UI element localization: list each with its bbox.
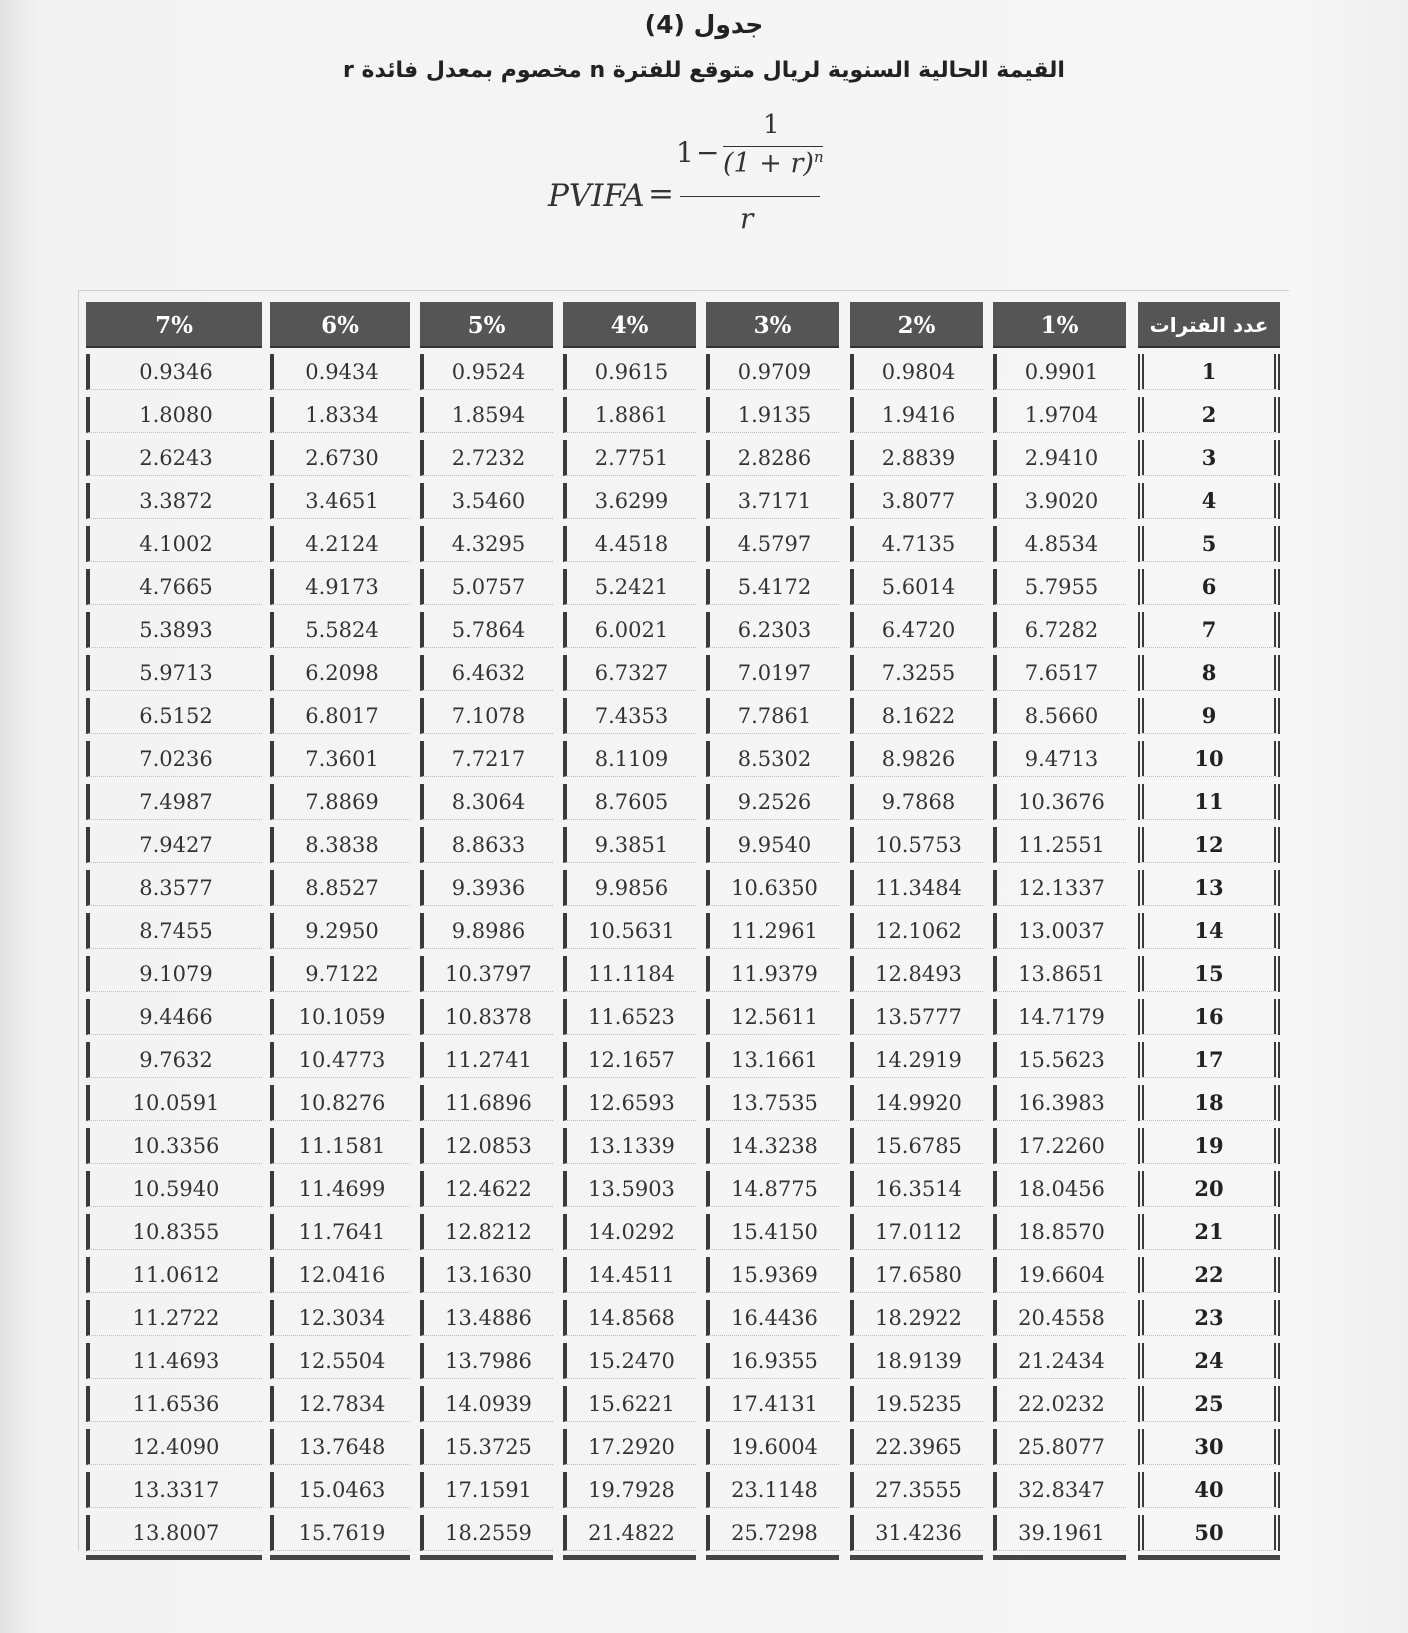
value-cell: 10.3797 (420, 956, 553, 992)
value-cell: 13.5903 (563, 1171, 696, 1207)
value-cell: 1.9416 (850, 397, 983, 433)
value-cell: 2.8286 (706, 440, 839, 476)
value-cell: 8.3577 (86, 870, 262, 906)
value-cell: 31.4236 (850, 1515, 983, 1551)
value-cell: 5.0757 (420, 569, 553, 605)
value-cell: 4.9173 (270, 569, 410, 605)
value-cell: 11.3484 (850, 870, 983, 906)
formula-main-fraction-bar (680, 196, 820, 197)
formula-denominator-r: r (740, 202, 754, 235)
value-cell: 17.2260 (993, 1128, 1126, 1164)
value-cell: 18.0456 (993, 1171, 1126, 1207)
value-cell: 17.0112 (850, 1214, 983, 1250)
value-cell: 10.5631 (563, 913, 696, 949)
value-cell: 12.5504 (270, 1343, 410, 1379)
value-cell: 8.8633 (420, 827, 553, 863)
period-cell: 7 (1138, 612, 1280, 648)
value-cell: 4.5797 (706, 526, 839, 562)
value-cell: 6.7327 (563, 655, 696, 691)
value-cell: 8.3838 (270, 827, 410, 863)
value-cell: 12.4622 (420, 1171, 553, 1207)
value-cell: 13.7986 (420, 1343, 553, 1379)
value-cell: 7.7861 (706, 698, 839, 734)
value-cell: 23.1148 (706, 1472, 839, 1508)
bottom-rule-segment (86, 1555, 262, 1560)
value-cell: 9.3851 (563, 827, 696, 863)
table-row (0, 1429, 1408, 1472)
value-cell: 9.4466 (86, 999, 262, 1035)
value-cell: 2.7751 (563, 440, 696, 476)
value-cell: 12.5611 (706, 999, 839, 1035)
period-cell: 4 (1138, 483, 1280, 519)
period-cell: 23 (1138, 1300, 1280, 1336)
value-cell: 2.6243 (86, 440, 262, 476)
value-cell: 5.7955 (993, 569, 1126, 605)
value-cell: 18.2922 (850, 1300, 983, 1336)
value-cell: 8.5660 (993, 698, 1126, 734)
value-cell: 6.0021 (563, 612, 696, 648)
value-cell: 11.4693 (86, 1343, 262, 1379)
value-cell: 7.3255 (850, 655, 983, 691)
value-cell: 0.9524 (420, 354, 553, 390)
value-cell: 14.9920 (850, 1085, 983, 1121)
value-cell: 10.5940 (86, 1171, 262, 1207)
table-row (0, 1171, 1408, 1214)
value-cell: 4.4518 (563, 526, 696, 562)
value-cell: 10.8355 (86, 1214, 262, 1250)
table-row (0, 526, 1408, 569)
period-cell: 9 (1138, 698, 1280, 734)
value-cell: 5.4172 (706, 569, 839, 605)
value-cell: 1.8334 (270, 397, 410, 433)
period-cell: 6 (1138, 569, 1280, 605)
value-cell: 19.7928 (563, 1472, 696, 1508)
value-cell: 0.9709 (706, 354, 839, 390)
value-cell: 22.0232 (993, 1386, 1126, 1422)
value-cell: 14.4511 (563, 1257, 696, 1293)
value-cell: 11.4699 (270, 1171, 410, 1207)
value-cell: 18.9139 (850, 1343, 983, 1379)
value-cell: 9.7868 (850, 784, 983, 820)
value-cell: 25.7298 (706, 1515, 839, 1551)
value-cell: 10.3356 (86, 1128, 262, 1164)
formula-inner-denominator: $(1 + r)^n$ (723, 148, 824, 179)
value-cell: 6.8017 (270, 698, 410, 734)
value-cell: 12.3034 (270, 1300, 410, 1336)
value-cell: 32.8347 (993, 1472, 1126, 1508)
value-cell: 10.0591 (86, 1085, 262, 1121)
header-rate-7: 7% (86, 302, 262, 348)
value-cell: 6.7282 (993, 612, 1126, 648)
value-cell: 25.8077 (993, 1429, 1126, 1465)
value-cell: 13.8651 (993, 956, 1126, 992)
value-cell: 5.2421 (563, 569, 696, 605)
period-cell: 3 (1138, 440, 1280, 476)
period-cell: 50 (1138, 1515, 1280, 1551)
value-cell: 9.4713 (993, 741, 1126, 777)
value-cell: 3.6299 (563, 483, 696, 519)
table-row (0, 397, 1408, 440)
table-row (0, 1042, 1408, 1085)
value-cell: 20.4558 (993, 1300, 1126, 1336)
value-cell: 21.2434 (993, 1343, 1126, 1379)
value-cell: 1.9135 (706, 397, 839, 433)
value-cell: 8.1622 (850, 698, 983, 734)
value-cell: 2.7232 (420, 440, 553, 476)
value-cell: 8.9826 (850, 741, 983, 777)
value-cell: 13.7535 (706, 1085, 839, 1121)
pvifa-formula (540, 110, 840, 240)
value-cell: 17.6580 (850, 1257, 983, 1293)
value-cell: 3.5460 (420, 483, 553, 519)
period-cell: 8 (1138, 655, 1280, 691)
value-cell: 8.7605 (563, 784, 696, 820)
value-cell: 7.3601 (270, 741, 410, 777)
value-cell: 5.9713 (86, 655, 262, 691)
value-cell: 16.9355 (706, 1343, 839, 1379)
value-cell: 5.5824 (270, 612, 410, 648)
value-cell: 14.2919 (850, 1042, 983, 1078)
formula-one: 1 (676, 136, 694, 169)
value-cell: 9.2526 (706, 784, 839, 820)
value-cell: 8.8527 (270, 870, 410, 906)
bottom-rule-segment (563, 1555, 696, 1560)
header-rate-5: 5% (420, 302, 553, 348)
value-cell: 2.8839 (850, 440, 983, 476)
bottom-rule-segment (706, 1555, 839, 1560)
table-row (0, 698, 1408, 741)
value-cell: 12.1062 (850, 913, 983, 949)
header-rate-2: 2% (850, 302, 983, 348)
table-row (0, 1128, 1408, 1171)
value-cell: 15.9369 (706, 1257, 839, 1293)
value-cell: 6.5152 (86, 698, 262, 734)
table-row (0, 1257, 1408, 1300)
bottom-rule-segment (1138, 1555, 1280, 1560)
value-cell: 4.7665 (86, 569, 262, 605)
value-cell: 15.0463 (270, 1472, 410, 1508)
period-cell: 1 (1138, 354, 1280, 390)
value-cell: 9.3936 (420, 870, 553, 906)
value-cell: 3.9020 (993, 483, 1126, 519)
value-cell: 14.7179 (993, 999, 1126, 1035)
period-cell: 13 (1138, 870, 1280, 906)
value-cell: 16.3983 (993, 1085, 1126, 1121)
value-cell: 4.2124 (270, 526, 410, 562)
value-cell: 15.7619 (270, 1515, 410, 1551)
value-cell: 11.6536 (86, 1386, 262, 1422)
value-cell: 1.8861 (563, 397, 696, 433)
value-cell: 13.8007 (86, 1515, 262, 1551)
period-cell: 30 (1138, 1429, 1280, 1465)
value-cell: 12.7834 (270, 1386, 410, 1422)
value-cell: 15.6221 (563, 1386, 696, 1422)
table-row (0, 1386, 1408, 1429)
value-cell: 13.1339 (563, 1128, 696, 1164)
value-cell: 7.7217 (420, 741, 553, 777)
formula-minus: − (696, 136, 720, 169)
value-cell: 14.8568 (563, 1300, 696, 1336)
table-title: القيمة الحالية السنوية لريال متوقع للفترة n مخصوم بمعدل فائدة r (343, 58, 1065, 83)
value-cell: 11.2741 (420, 1042, 553, 1078)
value-cell: 0.9901 (993, 354, 1126, 390)
value-cell: 11.6523 (563, 999, 696, 1035)
period-cell: 18 (1138, 1085, 1280, 1121)
table-row (0, 999, 1408, 1042)
value-cell: 11.2722 (86, 1300, 262, 1336)
table-row (0, 956, 1408, 999)
period-cell: 5 (1138, 526, 1280, 562)
formula-exponent: n (813, 148, 824, 166)
value-cell: 8.1109 (563, 741, 696, 777)
value-cell: 11.9379 (706, 956, 839, 992)
value-cell: 8.7455 (86, 913, 262, 949)
value-cell: 9.7122 (270, 956, 410, 992)
value-cell: 9.2950 (270, 913, 410, 949)
value-cell: 12.8212 (420, 1214, 553, 1250)
value-cell: 14.0292 (563, 1214, 696, 1250)
value-cell: 1.8080 (86, 397, 262, 433)
value-cell: 6.2098 (270, 655, 410, 691)
value-cell: 4.3295 (420, 526, 553, 562)
period-cell: 24 (1138, 1343, 1280, 1379)
value-cell: 3.4651 (270, 483, 410, 519)
value-cell: 12.8493 (850, 956, 983, 992)
value-cell: 10.4773 (270, 1042, 410, 1078)
value-cell: 11.7641 (270, 1214, 410, 1250)
table-row (0, 913, 1408, 956)
value-cell: 17.2920 (563, 1429, 696, 1465)
value-cell: 13.0037 (993, 913, 1126, 949)
value-cell: 18.2559 (420, 1515, 553, 1551)
bottom-rule-segment (270, 1555, 410, 1560)
value-cell: 10.6350 (706, 870, 839, 906)
value-cell: 7.4987 (86, 784, 262, 820)
value-cell: 7.9427 (86, 827, 262, 863)
table-row (0, 655, 1408, 698)
value-cell: 12.6593 (563, 1085, 696, 1121)
value-cell: 16.4436 (706, 1300, 839, 1336)
value-cell: 9.7632 (86, 1042, 262, 1078)
value-cell: 9.9540 (706, 827, 839, 863)
table-row (0, 440, 1408, 483)
table-number: جدول (4) (644, 10, 764, 39)
value-cell: 5.7864 (420, 612, 553, 648)
value-cell: 1.8594 (420, 397, 553, 433)
value-cell: 9.9856 (563, 870, 696, 906)
value-cell: 15.6785 (850, 1128, 983, 1164)
value-cell: 14.8775 (706, 1171, 839, 1207)
value-cell: 19.6604 (993, 1257, 1126, 1293)
value-cell: 11.2961 (706, 913, 839, 949)
value-cell: 0.9434 (270, 354, 410, 390)
value-cell: 16.3514 (850, 1171, 983, 1207)
value-cell: 8.5302 (706, 741, 839, 777)
header-rate-1: 1% (993, 302, 1126, 348)
value-cell: 11.0612 (86, 1257, 262, 1293)
value-cell: 15.2470 (563, 1343, 696, 1379)
header-rate-3: 3% (706, 302, 839, 348)
formula-lhs: PVIFA (548, 178, 645, 214)
table-row (0, 741, 1408, 784)
period-cell: 21 (1138, 1214, 1280, 1250)
table-row (0, 1343, 1408, 1386)
period-cell: 2 (1138, 397, 1280, 433)
value-cell: 4.8534 (993, 526, 1126, 562)
value-cell: 12.0416 (270, 1257, 410, 1293)
value-cell: 4.1002 (86, 526, 262, 562)
value-cell: 17.1591 (420, 1472, 553, 1508)
formula-inner-numerator: 1 (763, 110, 780, 140)
value-cell: 15.4150 (706, 1214, 839, 1250)
value-cell: 17.4131 (706, 1386, 839, 1422)
bottom-rule-segment (850, 1555, 983, 1560)
table-row (0, 1515, 1408, 1558)
value-cell: 8.3064 (420, 784, 553, 820)
table-row (0, 827, 1408, 870)
table-row (0, 1085, 1408, 1128)
table-row (0, 1300, 1408, 1343)
table-row (0, 1214, 1408, 1257)
value-cell: 2.9410 (993, 440, 1126, 476)
table-row (0, 569, 1408, 612)
value-cell: 39.1961 (993, 1515, 1126, 1551)
value-cell: 22.3965 (850, 1429, 983, 1465)
table-row (0, 784, 1408, 827)
value-cell: 19.5235 (850, 1386, 983, 1422)
value-cell: 12.0853 (420, 1128, 553, 1164)
header-rate-4: 4% (563, 302, 696, 348)
value-cell: 13.3317 (86, 1472, 262, 1508)
value-cell: 9.1079 (86, 956, 262, 992)
header-periods: عدد الفترات (1138, 302, 1280, 348)
value-cell: 13.7648 (270, 1429, 410, 1465)
table-row (0, 612, 1408, 655)
period-cell: 12 (1138, 827, 1280, 863)
period-cell: 20 (1138, 1171, 1280, 1207)
bottom-rule-segment (993, 1555, 1126, 1560)
value-cell: 10.8276 (270, 1085, 410, 1121)
value-cell: 3.3872 (86, 483, 262, 519)
value-cell: 11.1184 (563, 956, 696, 992)
value-cell: 13.1661 (706, 1042, 839, 1078)
value-cell: 6.2303 (706, 612, 839, 648)
value-cell: 7.0197 (706, 655, 839, 691)
value-cell: 0.9615 (563, 354, 696, 390)
value-cell: 3.7171 (706, 483, 839, 519)
value-cell: 14.3238 (706, 1128, 839, 1164)
table-row (0, 870, 1408, 913)
table-row (0, 1472, 1408, 1515)
formula-inner-fraction-bar (723, 146, 823, 147)
value-cell: 1.9704 (993, 397, 1126, 433)
period-cell: 14 (1138, 913, 1280, 949)
period-cell: 17 (1138, 1042, 1280, 1078)
value-cell: 14.0939 (420, 1386, 553, 1422)
value-cell: 11.6896 (420, 1085, 553, 1121)
value-cell: 19.6004 (706, 1429, 839, 1465)
value-cell: 10.1059 (270, 999, 410, 1035)
value-cell: 10.5753 (850, 827, 983, 863)
period-cell: 40 (1138, 1472, 1280, 1508)
value-cell: 15.3725 (420, 1429, 553, 1465)
value-cell: 12.4090 (86, 1429, 262, 1465)
value-cell: 6.4632 (420, 655, 553, 691)
value-cell: 5.3893 (86, 612, 262, 648)
value-cell: 15.5623 (993, 1042, 1126, 1078)
value-cell: 12.1337 (993, 870, 1126, 906)
value-cell: 13.4886 (420, 1300, 553, 1336)
table-row (0, 354, 1408, 397)
period-cell: 19 (1138, 1128, 1280, 1164)
value-cell: 11.1581 (270, 1128, 410, 1164)
value-cell: 21.4822 (563, 1515, 696, 1551)
value-cell: 27.3555 (850, 1472, 983, 1508)
value-cell: 3.8077 (850, 483, 983, 519)
bottom-rule-segment (420, 1555, 553, 1560)
period-cell: 16 (1138, 999, 1280, 1035)
value-cell: 18.8570 (993, 1214, 1126, 1250)
table-row (0, 483, 1408, 526)
header-rate-6: 6% (270, 302, 410, 348)
value-cell: 0.9346 (86, 354, 262, 390)
formula-equals: = (648, 176, 674, 212)
value-cell: 10.3676 (993, 784, 1126, 820)
value-cell: 7.4353 (563, 698, 696, 734)
value-cell: 0.9804 (850, 354, 983, 390)
value-cell: 7.6517 (993, 655, 1126, 691)
value-cell: 11.2551 (993, 827, 1126, 863)
value-cell: 2.6730 (270, 440, 410, 476)
value-cell: 7.1078 (420, 698, 553, 734)
period-cell: 25 (1138, 1386, 1280, 1422)
value-cell: 7.8869 (270, 784, 410, 820)
value-cell: 6.4720 (850, 612, 983, 648)
value-cell: 10.8378 (420, 999, 553, 1035)
value-cell: 7.0236 (86, 741, 262, 777)
period-cell: 10 (1138, 741, 1280, 777)
period-cell: 15 (1138, 956, 1280, 992)
value-cell: 9.8986 (420, 913, 553, 949)
value-cell: 4.7135 (850, 526, 983, 562)
value-cell: 5.6014 (850, 569, 983, 605)
value-cell: 12.1657 (563, 1042, 696, 1078)
period-cell: 22 (1138, 1257, 1280, 1293)
value-cell: 13.1630 (420, 1257, 553, 1293)
value-cell: 13.5777 (850, 999, 983, 1035)
period-cell: 11 (1138, 784, 1280, 820)
